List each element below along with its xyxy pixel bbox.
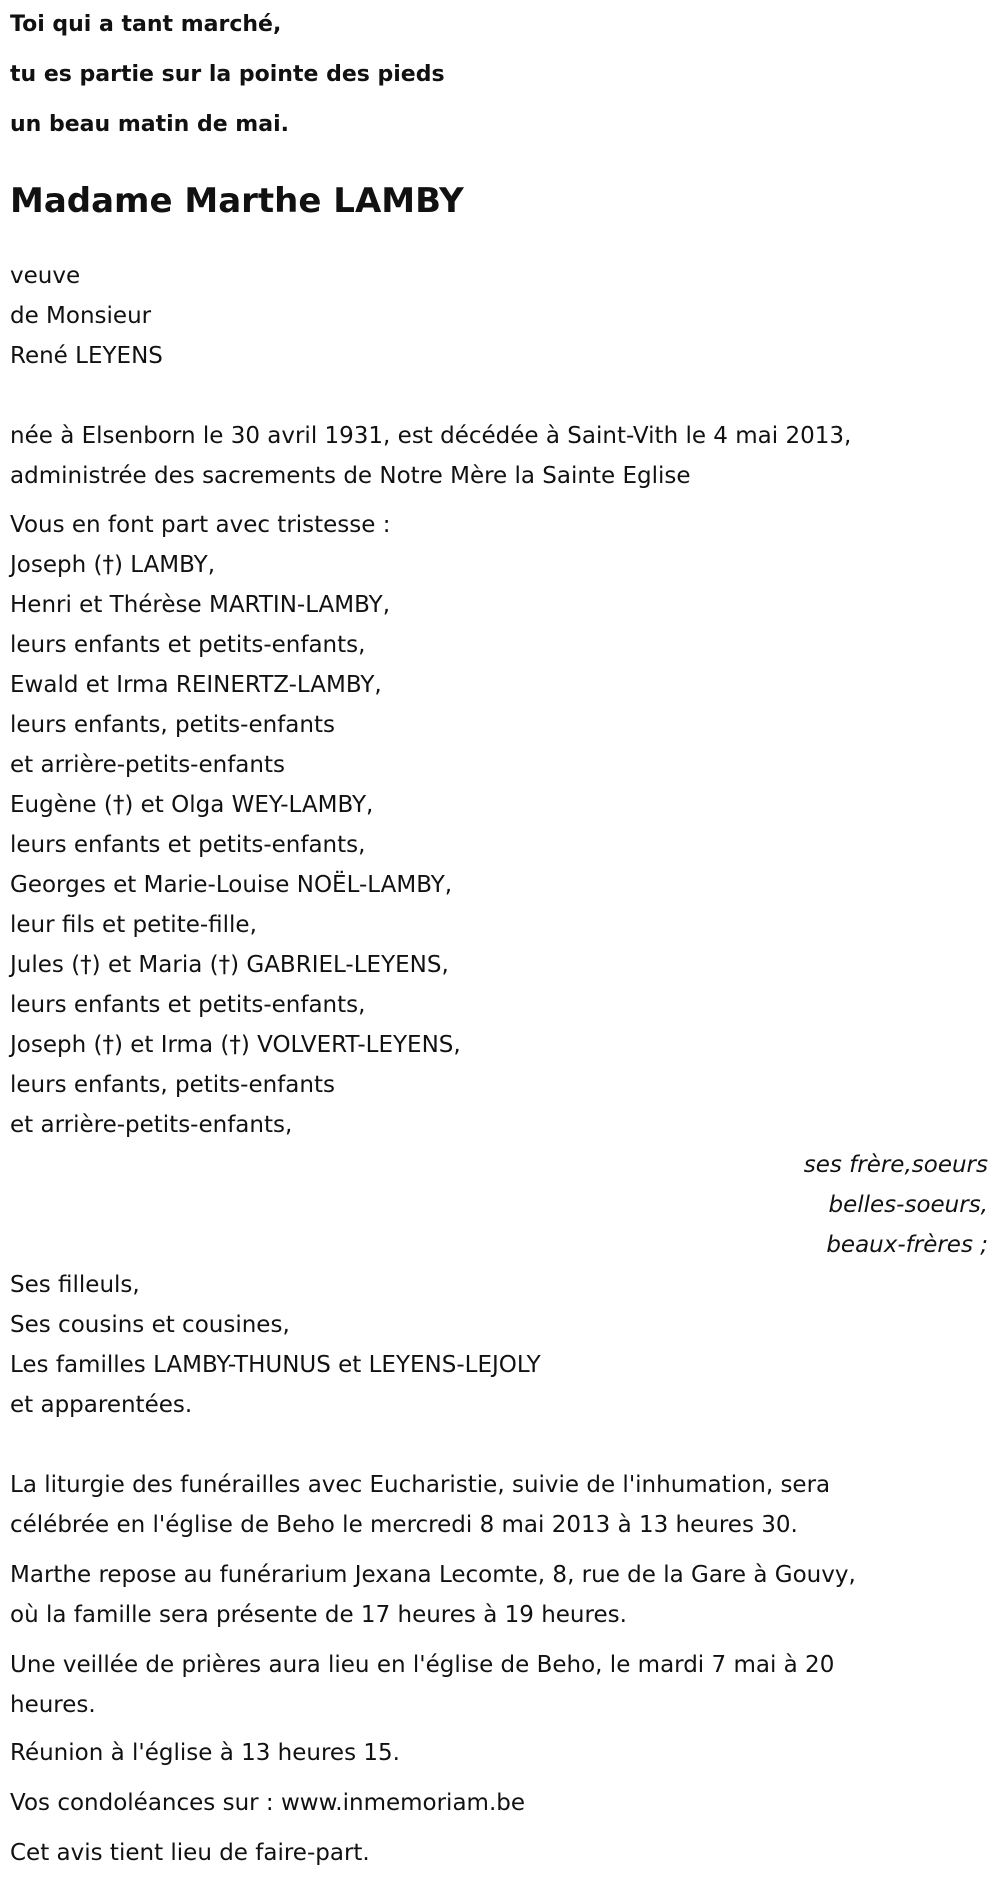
text-line: ses frère,soeurs (803, 1152, 988, 1178)
deceased-name: Madame Marthe LAMBY (10, 181, 464, 221)
meeting-info: Réunion à l'église à 13 heures 15. (10, 1740, 400, 1766)
text-line: veuve (10, 263, 81, 289)
vigil-info (10, 1645, 990, 1725)
poem-line: tu es partie sur la pointe des pieds (10, 62, 445, 87)
text-line: Une veillée de prières aura lieu en l'église de Beho, le mardi 7 mai à 20 (10, 1652, 835, 1678)
notice-footer: Cet avis tient lieu de faire-part. (10, 1840, 370, 1866)
spouse-block (10, 256, 990, 376)
list-item: leurs enfants et petits-enfants, (10, 632, 366, 658)
list-item: Joseph (†) et Irma (†) VOLVERT-LEYENS, (10, 1032, 461, 1058)
list-item: leurs enfants, petits-enfants (10, 712, 335, 738)
text-line: beaux-frères ; (826, 1232, 988, 1258)
text-line: Les familles LAMBY-THUNUS et LEYENS-LEJOLY (10, 1352, 541, 1378)
notice-body (10, 226, 990, 1873)
liturgy-info (10, 1465, 990, 1545)
list-item: leurs enfants et petits-enfants, (10, 832, 366, 858)
text-line: René LEYENS (10, 343, 163, 369)
list-item: Jules (†) et Maria (†) GABRIEL-LEYENS, (10, 952, 449, 978)
poem-line: Toi qui a tant marché, (10, 12, 282, 37)
text-line: née à Elsenborn le 30 avril 1931, est décédée à Saint-Vith le 4 mai 2013, (10, 423, 852, 449)
family-list (10, 505, 990, 1145)
list-item: leurs enfants, petits-enfants (10, 1072, 335, 1098)
list-item: Henri et Thérèse MARTIN-LAMBY, (10, 592, 391, 618)
text-line: belles-soeurs, (828, 1192, 988, 1218)
others-block (10, 1265, 990, 1425)
list-item: Ewald et Irma REINERTZ-LAMBY, (10, 672, 382, 698)
list-item: Joseph (†) LAMBY, (10, 552, 216, 578)
text-line: où la famille sera présente de 17 heures à 19 heures. (10, 1602, 627, 1628)
poem (10, 0, 990, 150)
text-line: heures. (10, 1692, 96, 1718)
siblings-block (10, 1145, 990, 1265)
text-line: Marthe repose au funérarium Jexana Lecomte, 8, rue de la Gare à Gouvy, (10, 1562, 856, 1588)
poem-line: un beau matin de mai. (10, 112, 289, 137)
text-line: administrée des sacrements de Notre Mère la Sainte Eglise (10, 463, 691, 489)
text-line: de Monsieur (10, 303, 152, 329)
list-item: leurs enfants et petits-enfants, (10, 992, 366, 1018)
list-item: et arrière-petits-enfants (10, 752, 285, 778)
list-item: leur fils et petite-fille, (10, 912, 257, 938)
text-line: et apparentées. (10, 1392, 193, 1418)
list-item: et arrière-petits-enfants, (10, 1112, 293, 1138)
birth-death-block (10, 416, 990, 496)
text-line: Ses filleuls, (10, 1272, 140, 1298)
condolences-link[interactable]: Vos condoléances sur : www.inmemoriam.be (10, 1790, 526, 1816)
text-line: Ses cousins et cousines, (10, 1312, 290, 1338)
list-item: Vous en font part avec tristesse : (10, 512, 391, 538)
text-line: célébrée en l'église de Beho le mercredi 8 mai 2013 à 13 heures 30. (10, 1512, 798, 1538)
text-line: La liturgie des funérailles avec Eucharistie, suivie de l'inhumation, sera (10, 1472, 831, 1498)
list-item: Georges et Marie-Louise NOËL-LAMBY, (10, 872, 453, 898)
list-item: Eugène (†) et Olga WEY-LAMBY, (10, 792, 374, 818)
funerarium-info (10, 1555, 990, 1635)
